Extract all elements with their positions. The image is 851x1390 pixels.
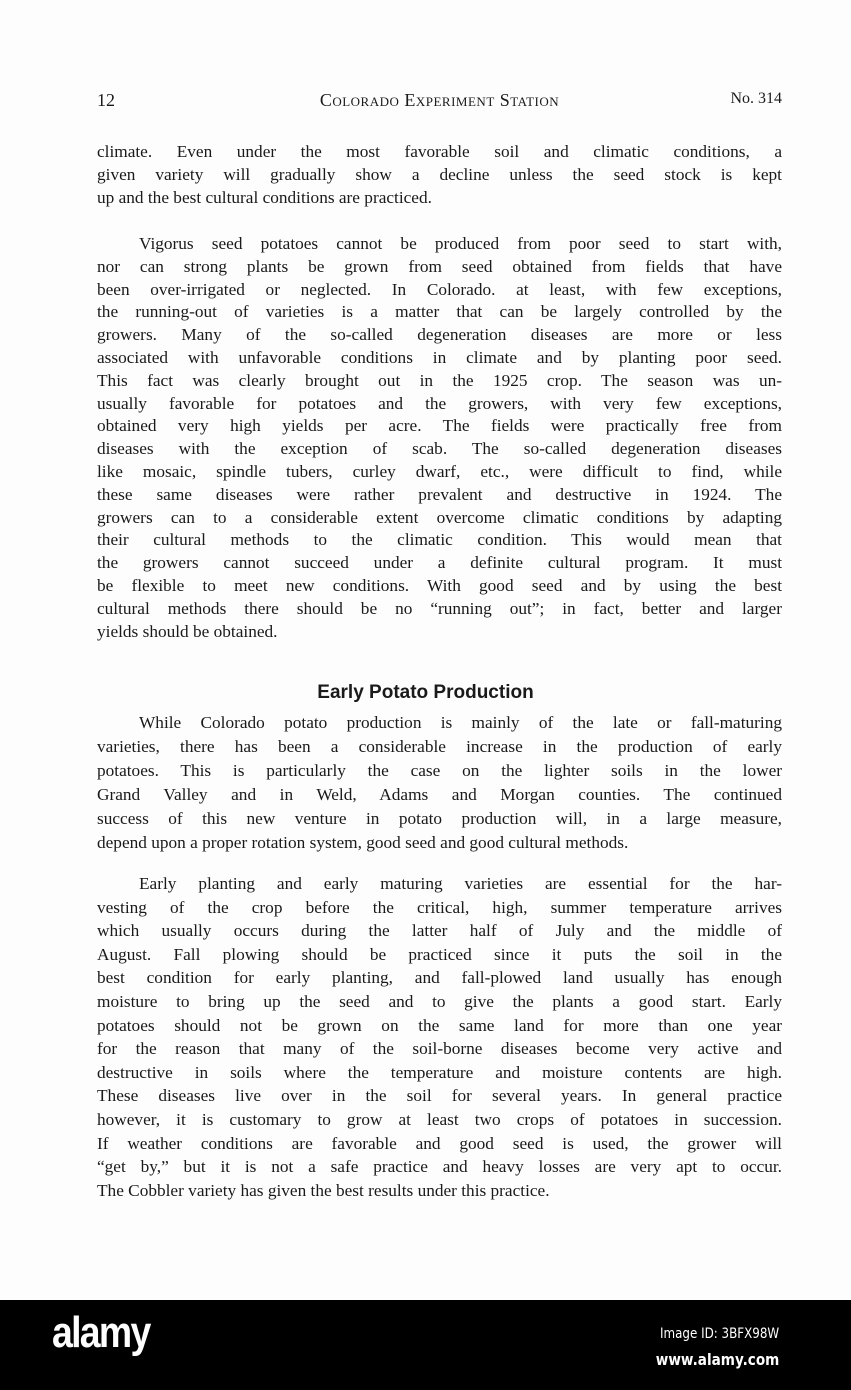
text-line: If weather conditions are favorable and good seed is used, the grower will: [97, 1133, 782, 1153]
paragraph: [97, 233, 782, 643]
text-line: growers. Many of the so-called degeneration diseases are more or less: [97, 325, 782, 345]
text-line: nor can strong plants be grown from seed obtained from fields that have: [97, 256, 782, 276]
text-line: The Cobbler variety has given the best results under this practice.: [97, 1180, 550, 1200]
text-line: August. Fall plowing should be practiced since it puts the soil in the: [97, 944, 782, 964]
text-line: These diseases live over in the soil for several years. In general practice: [97, 1086, 782, 1106]
text-line: the running-out of varieties is a matter that can be largely controlled by the: [97, 302, 782, 322]
text-line: diseases with the exception of scab. The so-called degeneration diseases: [97, 439, 782, 459]
text-line: usually favorable for potatoes and the growers, with very few exceptions,: [97, 393, 782, 413]
text-line: This fact was clearly brought out in the 1925 crop. The season was un-: [97, 370, 782, 390]
text-line: best condition for early planting, and fall-plowed land usually has enough: [97, 968, 782, 988]
running-header: [97, 90, 782, 114]
text-line: climate. Even under the most favorable soil and climatic conditions, a: [97, 142, 782, 161]
text-line: these same diseases were rather prevalent and destructive in 1924. The: [97, 484, 782, 504]
text-line: Grand Valley and in Weld, Adams and Morgan counties. The continued: [97, 784, 782, 804]
paragraph: [97, 872, 782, 1202]
text-line: for the reason that many of the soil-borne diseases become very active and: [97, 1039, 782, 1059]
text-line: obtained very high yields per acre. The fields were practically free from: [97, 416, 782, 436]
text-line: destructive in soils where the temperature and moisture contents are high.: [97, 1062, 782, 1082]
text-line: success of this new venture in potato production will, in a large measure,: [97, 808, 782, 828]
text-line: While Colorado potato production is mainly of the late or fall-maturing: [139, 713, 782, 732]
text-line: like mosaic, spindle tubers, curley dwarf, etc., were difficult to find, while: [97, 461, 782, 481]
page-number: 12: [97, 90, 115, 110]
text-line: Vigorus seed potatoes cannot be produced from poor seed to start with,: [139, 234, 782, 253]
text-line: potatoes. This is particularly the case on the lighter soils in the lower: [97, 760, 782, 780]
section-heading: Early Potato Production: [317, 682, 534, 703]
text-line: depend upon a proper rotation system, good seed and good cultural methods.: [97, 832, 629, 852]
text-line: cultural methods there should be no “running out”; in fact, better and larger: [97, 598, 782, 618]
text-line: moisture to bring up the seed and to give the plants a good start. Early: [97, 991, 782, 1011]
alamy-logo: alamy: [52, 1308, 150, 1357]
text-line: Early planting and early maturing varieties are essential for the har-: [139, 874, 782, 893]
text-line: yields should be obtained.: [97, 621, 278, 641]
text-line: varieties, there has been a considerable increase in the production of early: [97, 736, 782, 756]
text-line: the growers cannot succeed under a definite cultural program. It must: [97, 553, 782, 573]
watermark-footer: [0, 1300, 851, 1390]
image-id: Image ID: 3BFX98W: [659, 1326, 779, 1342]
text-line: associated with unfavorable conditions in climate and by planting poor seed.: [97, 347, 782, 367]
text-line: been over-irrigated or neglected. In Colorado. at least, with few exceptions,: [97, 279, 782, 299]
running-title: Colorado Experiment Station: [319, 90, 560, 110]
text-line: be flexible to meet new conditions. With good seed and by using the best: [97, 575, 782, 595]
text-line: however, it is customary to grow at least two crops of potatoes in succession.: [97, 1109, 782, 1129]
paragraph: [97, 141, 782, 209]
text-line: their cultural methods to the climatic condition. This would mean that: [97, 530, 782, 550]
text-line: “get by,” but it is not a safe practice and heavy losses are very apt to occur.: [97, 1157, 782, 1177]
website: www.alamy.com: [655, 1350, 779, 1369]
text-line: growers can to a considerable extent overcome climatic conditions by adapting: [97, 507, 782, 527]
text-line: which usually occurs during the latter half of July and the middle of: [97, 921, 782, 941]
text-line: given variety will gradually show a decline unless the seed stock is kept: [97, 164, 782, 184]
text-line: up and the best cultural conditions are practiced.: [97, 187, 432, 207]
paragraph: [97, 711, 782, 854]
bulletin-number: No. 314: [730, 90, 782, 107]
text-line: potatoes should not be grown on the same land for more than one year: [97, 1015, 782, 1035]
text-line: vesting of the crop before the critical, high, summer temperature arrives: [97, 897, 782, 917]
